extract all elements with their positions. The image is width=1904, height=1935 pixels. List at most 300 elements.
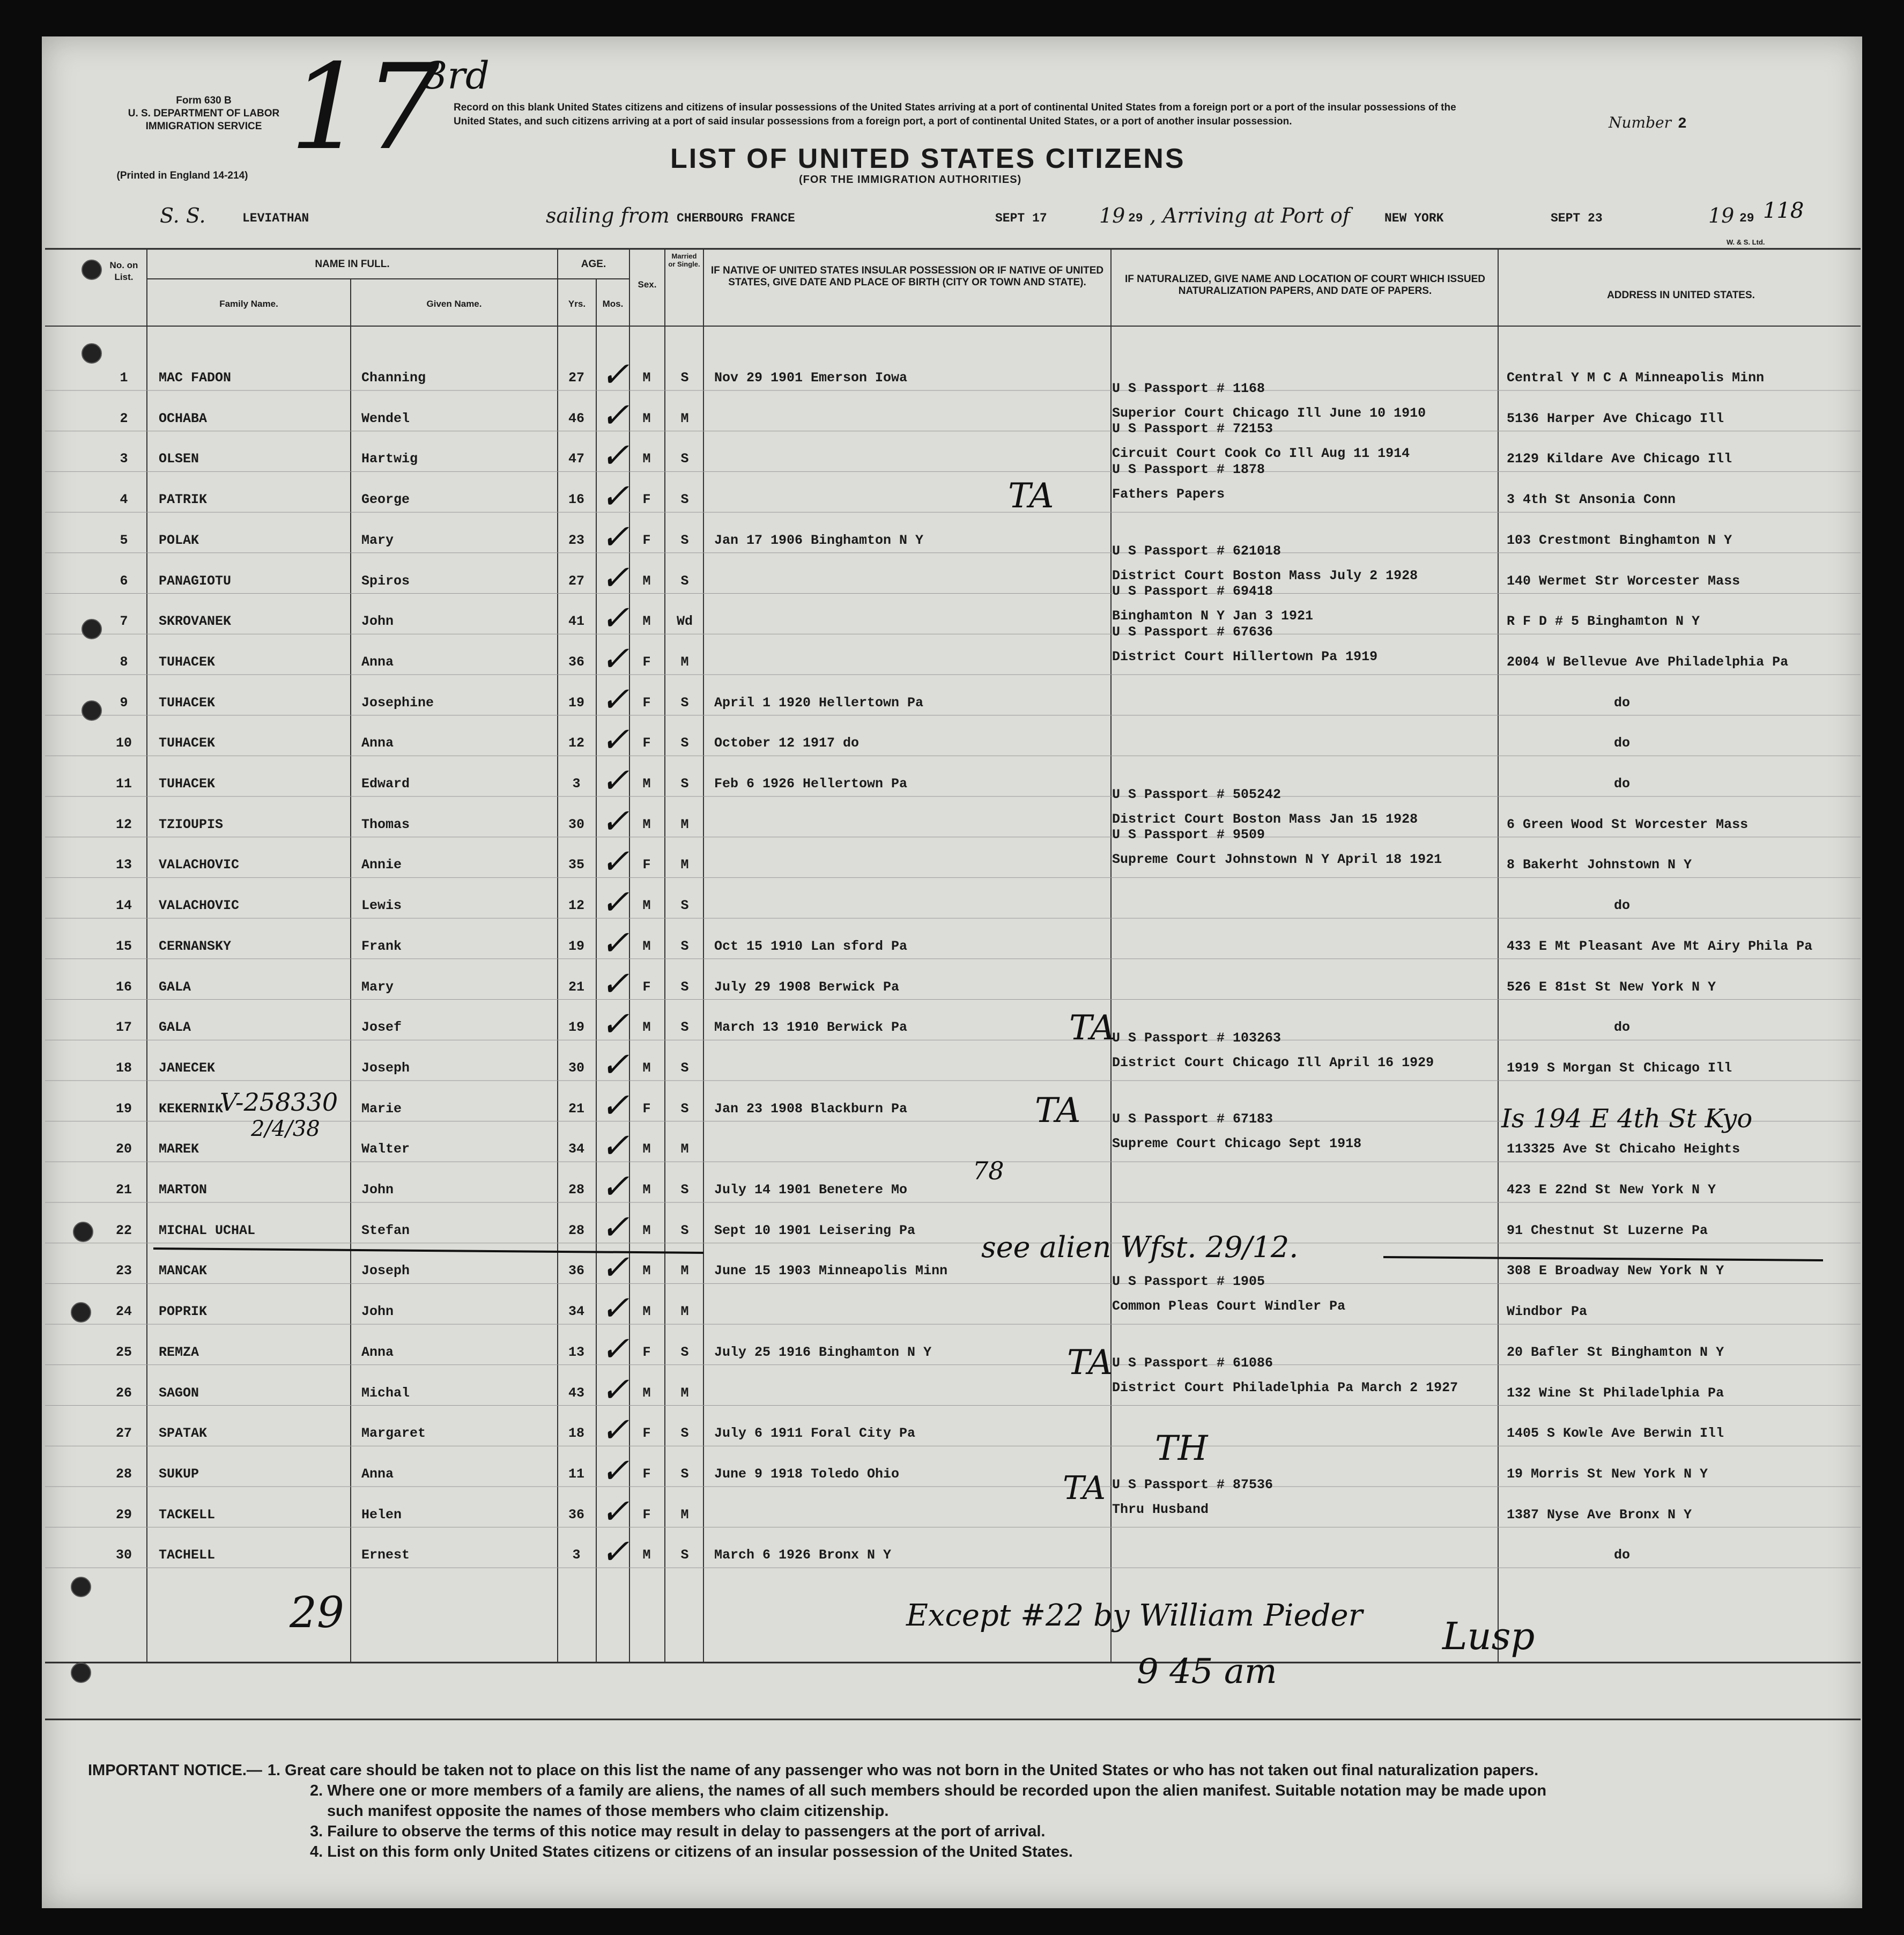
family-name: KEKERNIK [159,1101,224,1117]
col-header-naturalized: IF NATURALIZED, GIVE NAME AND LOCATION OF COURT WHICH ISSUED NATURALIZATION PAPERS, AND DATE OF PAPERS. [1124,274,1485,297]
given-name: Ernest [361,1547,410,1563]
ta-mark-row27: TH [1155,1429,1208,1468]
court-line: Fathers Papers [1112,486,1225,503]
ss-label: S. S. [160,204,206,227]
check-mark-icon: ✓ [601,1451,629,1491]
check-mark-icon: ✓ [601,355,629,395]
us-address: 140 Wermet Str Worcester Mass [1507,573,1740,589]
us-address: 3 4th St Ansonia Conn [1507,492,1676,508]
sex: F [642,654,651,670]
family-name: POLAK [159,532,199,548]
check-mark-icon: ✓ [601,599,629,639]
age-years: 36 [568,1506,584,1523]
age-years: 21 [568,979,584,995]
family-name: SKROVANEK [159,614,232,630]
court-line: District Court Boston Mass Jan 15 1928 [1112,811,1418,827]
family-name: OCHABA [159,410,208,426]
sex: M [642,816,651,832]
marital-status: M [680,1304,689,1320]
birth-date-place: October 12 1917 do [714,735,860,751]
sex: M [642,938,651,954]
sex: M [642,1060,651,1076]
passport-line: U S Passport # 1168 [1112,380,1265,396]
us-address: 6 Green Wood St Worcester Mass [1507,816,1749,832]
row-number: 18 [115,1060,132,1076]
age-years: 27 [568,573,584,589]
court-line: District Court Hillertown Pa 1919 [1112,648,1378,664]
family-name: OLSEN [159,451,199,467]
family-name: VALACHOVIC [159,857,240,873]
family-name: TUHACEK [159,735,216,751]
number-78: 78 [973,1156,1004,1185]
sex: M [642,776,651,792]
given-name: Michal [361,1385,410,1401]
marital-status: S [680,1344,689,1360]
age-years: 19 [568,695,584,711]
marital-status: S [680,532,689,548]
row-number: 4 [120,492,128,508]
row-number: 15 [115,938,132,954]
family-name: SPATAK [159,1426,208,1442]
family-name: TACKELL [159,1506,216,1523]
age-years: 47 [568,451,584,467]
row-number: 30 [115,1547,132,1563]
family-name: MARTON [159,1182,208,1198]
col-header-name: NAME IN FULL. [315,259,390,270]
given-name: Annie [361,857,402,873]
given-name: Lewis [361,898,402,914]
court-line: Circuit Court Cook Co Ill Aug 11 1914 [1112,446,1410,462]
notice-text-3: 3. Failure to observe the terms of this notice may result in delay to passengers at the port of arrival. [310,1823,1046,1840]
given-name: Joseph [361,1060,410,1076]
arriving-label: , Arriving at Port of [1150,204,1350,227]
marital-status: S [680,370,689,386]
arrival-year-prefix: 19 [1708,204,1735,227]
check-mark-icon: ✓ [601,558,629,598]
birth-date-place: Jan 23 1908 Blackburn Pa [714,1101,908,1117]
marital-status: S [680,776,689,792]
row-number: 3 [120,451,128,467]
us-address: 103 Crestmont Binghamton N Y [1507,532,1732,548]
family-name: MANCAK [159,1263,208,1279]
col-header-married: Married or Single. [668,252,700,268]
passport-line: U S Passport # 67636 [1112,624,1273,640]
family-name: TUHACEK [159,654,216,670]
given-name: Josephine [361,695,434,711]
check-mark-icon: ✓ [601,1532,629,1572]
us-address: 2004 W Bellevue Ave Philadelphia Pa [1507,654,1789,670]
us-address: 433 E Mt Pleasant Ave Mt Airy Phila Pa [1507,938,1813,954]
departure-port: CHERBOURG FRANCE [677,211,795,225]
departure-year: 29 [1128,211,1143,225]
given-name: Hartwig [361,451,418,467]
court-line: District Court Boston Mass July 2 1928 [1112,567,1418,584]
age-years: 27 [568,370,584,386]
col-header-number: No. on List. [109,260,138,282]
birth-date-place: March 6 1926 Bronx N Y [714,1547,892,1563]
given-name: John [361,1182,394,1198]
us-address: R F D # 5 Binghamton N Y [1507,614,1700,630]
birth-date-place: Jan 17 1906 Binghamton N Y [714,532,924,548]
us-address: 1919 S Morgan St Chicago Ill [1507,1060,1732,1076]
punch-hole [82,343,102,364]
given-name: Marie [361,1101,402,1117]
age-years: 34 [568,1141,584,1157]
sex: M [642,1222,651,1238]
marital-status: S [680,695,689,711]
punch-hole [71,1302,91,1323]
ship-name: LEVIATHAN [242,211,309,225]
check-mark-icon: ✓ [601,395,629,435]
sex: M [642,1385,651,1401]
age-years: 34 [568,1304,584,1320]
age-years: 30 [568,1060,584,1076]
printed-note: (Printed in England 14-214) [116,170,248,181]
punch-hole [82,260,102,280]
marital-status: S [680,573,689,589]
printer-mark: W. & S. Ltd. [1727,238,1765,246]
sex: M [642,1182,651,1198]
number-value: 2 [1677,116,1687,132]
marital-status: S [680,979,689,995]
passport-line: U S Passport # 61086 [1112,1355,1273,1371]
notice-text-2-cont: such manifest opposite the names of those members who claim citizenship. [327,1803,889,1820]
punch-hole [82,700,102,721]
age-years: 36 [568,654,584,670]
exception-note: Except #22 by William Pieder [906,1598,1363,1633]
family-name: SAGON [159,1385,199,1401]
row-number: 22 [115,1222,132,1238]
age-years: 12 [568,898,584,914]
us-address: 20 Bafler St Binghamton N Y [1507,1344,1724,1360]
us-address: 132 Wine St Philadelphia Pa [1507,1385,1724,1401]
row-number: 9 [120,695,128,711]
marital-status: S [680,1060,689,1076]
punch-hole [71,1577,91,1597]
marital-status: S [680,1547,689,1563]
check-mark-icon: ✓ [601,1126,629,1166]
birth-date-place: July 29 1908 Berwick Pa [714,979,900,995]
court-line: Binghamton N Y Jan 3 1921 [1112,608,1314,624]
notice-item-1 [88,1760,1847,1781]
sex: F [642,1426,651,1442]
sex: F [642,695,651,711]
given-name: Anna [361,1466,394,1482]
passport-line: U S Passport # 621018 [1112,543,1281,559]
us-address: 113325 Ave St Chicaho Heights [1507,1141,1740,1157]
form-number-line: Form 630 B [176,95,232,106]
row-number: 14 [115,898,132,914]
age-years: 21 [568,1101,584,1117]
check-mark-icon: ✓ [601,761,629,801]
birth-date-place: June 15 1903 Minneapolis Minn [714,1263,948,1279]
page-title: LIST OF UNITED STATES CITIZENS [670,143,1186,174]
birth-date-place: March 13 1910 Berwick Pa [714,1020,908,1036]
us-address: 8 Bakerht Johnstown N Y [1507,857,1692,873]
sex: M [642,410,651,426]
given-name: Helen [361,1506,402,1523]
important-notice [88,1760,1847,1862]
family-name: MAC FADON [159,370,232,386]
sex: F [642,1466,651,1482]
us-address: do [1614,1547,1631,1563]
court-line: Supreme Court Johnstown N Y April 18 1921 [1112,852,1442,868]
voyage-number: 118 [1763,198,1804,223]
age-years: 23 [568,532,584,548]
court-line: Supreme Court Chicago Sept 1918 [1112,1136,1362,1152]
check-mark-icon: ✓ [601,1207,629,1247]
us-address: 526 E 81st St New York N Y [1507,979,1716,995]
given-name: Mary [361,532,394,548]
age-years: 11 [568,1466,584,1482]
us-address: do [1614,1020,1631,1036]
family-name: GALA [159,1020,191,1036]
check-mark-icon: ✓ [601,477,629,517]
given-name: Anna [361,1344,394,1360]
given-name: Joseph [361,1263,410,1279]
age-years: 18 [568,1426,584,1442]
court-line: District Court Chicago Ill April 16 1929 [1112,1054,1434,1070]
age-years: 35 [568,857,584,873]
birth-date-place: July 25 1916 Binghamton N Y [714,1344,932,1360]
age-years: 28 [568,1182,584,1198]
ta-mark-row4: TA [1008,476,1054,516]
row-number: 19 [115,1101,132,1117]
sailing-from-label: sailing from [546,204,670,227]
row-number: 13 [115,857,132,873]
given-name: Thomas [361,816,410,832]
row-number: 23 [115,1263,132,1279]
col-header-age: AGE. [581,259,606,270]
row-number: 28 [115,1466,132,1482]
check-mark-icon: ✓ [601,639,629,679]
row-number: 11 [115,776,132,792]
birth-date-place: Feb 6 1926 Hellertown Pa [714,776,908,792]
age-years: 19 [568,938,584,954]
passport-line: U S Passport # 87536 [1112,1476,1273,1493]
marital-status: M [680,1141,689,1157]
department-line: U. S. DEPARTMENT OF LABOR [128,108,280,119]
sex: M [642,1304,651,1320]
family-name: SUKUP [159,1466,199,1482]
given-name: Walter [361,1141,410,1157]
row-number: 6 [120,573,128,589]
marital-status: M [680,857,689,873]
age-years: 46 [568,410,584,426]
sex: F [642,735,651,751]
row-number: 16 [115,979,132,995]
time-note: 9 45 am [1137,1652,1277,1692]
notice-text-4: 4. List on this form only United States citizens or citizens of an insular possession of the United States. [310,1843,1073,1860]
check-mark-icon: ✓ [601,883,629,923]
row19-reference-number: V-258330 [220,1088,338,1117]
check-mark-icon: ✓ [601,1410,629,1451]
passenger-count: 29 [290,1587,344,1637]
family-name: PATRIK [159,492,208,508]
age-years: 3 [572,776,581,792]
col-header-family: Family Name. [219,299,278,309]
sex: F [642,492,651,508]
passport-line: U S Passport # 9509 [1112,827,1265,843]
sex: M [642,1141,651,1157]
service-line: IMMIGRATION SERVICE [145,121,262,132]
age-years: 36 [568,1263,584,1279]
departure-year-prefix: 19 [1099,204,1125,227]
passport-line: U S Passport # 1878 [1112,462,1265,478]
birth-date-place: June 9 1918 Toledo Ohio [714,1466,900,1482]
marital-status: M [680,816,689,832]
check-mark-icon: ✓ [601,1329,629,1369]
row-number: 5 [120,532,128,548]
court-line: District Court Philadelphia Pa March 2 1927 [1112,1379,1458,1395]
marital-status: S [680,1101,689,1117]
check-mark-icon: ✓ [601,720,629,760]
check-mark-icon: ✓ [601,1491,629,1532]
row-number: 20 [115,1141,132,1157]
passport-line: U S Passport # 103263 [1112,1030,1281,1046]
sex: M [642,573,651,589]
given-name: Anna [361,654,394,670]
ta-mark-row17: TA [1069,1008,1115,1048]
col-header-mos: Mos. [602,299,624,309]
family-name: TUHACEK [159,695,216,711]
row19-reference-date: 2/4/38 [251,1117,320,1141]
sex: M [642,1020,651,1036]
marital-status: M [680,410,689,426]
birth-date-place: Nov 29 1901 Emerson Iowa [714,370,908,386]
row-number: 26 [115,1385,132,1401]
instruction-text: Record on this blank United States citizens and citizens of insular possessions of the United States arriving at a port of continental United States from a foreign port or a port of the insular possessions of the United States, and such citizens arriving at a port of said insular possessions from a foreign port, a port of continental United States, or a port of another insular possession. [454,102,1456,127]
age-years: 30 [568,816,584,832]
punch-hole [71,1663,91,1683]
marital-status: S [680,938,689,954]
check-mark-icon: ✓ [601,436,629,476]
court-line: Thru Husband [1112,1501,1209,1517]
row-number: 21 [115,1182,132,1198]
passport-line: U S Passport # 505242 [1112,786,1281,802]
check-mark-icon: ✓ [601,923,629,963]
col-header-native: IF NATIVE OF UNITED STATES INSULAR POSSESSION OR IF NATIVE OF UNITED STATES, GIVE DATE AND PLACE OF BIRTH (CITY OR TOWN AND STATE). [710,265,1104,288]
number-label: Number [1609,114,1671,131]
given-name: George [361,492,410,508]
family-name: MICHAL UCHAL [159,1222,256,1238]
row-number: 25 [115,1344,132,1360]
given-name: John [361,614,394,630]
age-years: 16 [568,492,584,508]
marital-status: S [680,1182,689,1198]
col-header-yrs: Yrs. [568,299,586,309]
row-number: 8 [120,654,128,670]
age-years: 28 [568,1222,584,1238]
check-mark-icon: ✓ [601,801,629,841]
check-mark-icon: ✓ [601,842,629,882]
check-mark-icon: ✓ [601,964,629,1004]
marital-status: S [680,451,689,467]
sex: F [642,857,651,873]
marital-status: S [680,898,689,914]
row-number: 7 [120,614,128,630]
birth-date-place: July 6 1911 Foral City Pa [714,1426,916,1442]
given-name: Stefan [361,1222,410,1238]
marital-status: S [680,492,689,508]
age-years: 19 [568,1020,584,1036]
given-name: Frank [361,938,402,954]
sex: F [642,1344,651,1360]
sex: F [642,979,651,995]
row-number: 1 [120,370,128,386]
row-number: 24 [115,1304,132,1320]
check-mark-icon: ✓ [601,1005,629,1045]
list-page-number: 17 [290,39,440,176]
row19-handwritten-address: Is 194 E 4th St Kyo [1501,1104,1753,1134]
sex: M [642,614,651,630]
row22-alien-note: see alien Wfst. 29/12. [981,1230,1299,1264]
us-address: do [1614,898,1631,914]
age-years: 41 [568,614,584,630]
us-address: Windbor Pa [1507,1304,1588,1320]
ta-mark-row19: TA [1035,1091,1081,1131]
sex: M [642,451,651,467]
family-name: MAREK [159,1141,199,1157]
family-name: CERNANSKY [159,938,232,954]
notice-text-2: 2. Where one or more members of a family are aliens, the names of all such members should be recorded upon the alien manifest. Suitable notation may be made upon [310,1782,1547,1799]
col-header-address: ADDRESS IN UNITED STATES. [1607,290,1755,301]
departure-date: SEPT 17 [995,211,1047,225]
age-years: 12 [568,735,584,751]
age-years: 43 [568,1385,584,1401]
age-years: 3 [572,1547,581,1563]
check-mark-icon: ✓ [601,1045,629,1085]
col-header-sex: Sex. [638,279,657,290]
us-address: do [1614,776,1631,792]
passport-line: U S Passport # 67183 [1112,1111,1273,1127]
us-address: Central Y M C A Minneapolis Minn [1507,370,1765,386]
us-address: do [1614,735,1631,751]
sex: M [642,898,651,914]
row-number: 27 [115,1426,132,1442]
family-name: TACHELL [159,1547,216,1563]
notice-text-1: 1. Great care should be taken not to place on this list the name of any passenger who was not born in the United States or who has not taken out final naturalization papers. [267,1762,1539,1779]
us-address: 423 E 22nd St New York N Y [1507,1182,1716,1198]
birth-date-place: July 14 1901 Benetere Mo [714,1182,908,1198]
us-address: 19 Morris St New York N Y [1507,1466,1708,1482]
marital-status: S [680,735,689,751]
row-number: 12 [115,816,132,832]
sex: M [642,1547,651,1563]
us-address: do [1614,695,1631,711]
row-number: 29 [115,1506,132,1523]
given-name: Mary [361,979,394,995]
given-name: Wendel [361,410,410,426]
page-subtitle: (FOR THE IMMIGRATION AUTHORITIES) [799,174,1022,186]
check-mark-icon: ✓ [601,1289,629,1329]
family-name: REMZA [159,1344,199,1360]
check-mark-icon: ✓ [601,1085,629,1126]
ta-mark-row28: TA [1063,1469,1106,1507]
punch-hole [82,619,102,639]
check-mark-icon: ✓ [601,1248,629,1288]
family-name: GALA [159,979,191,995]
sex: M [642,370,651,386]
col-header-given: Given Name. [426,299,482,309]
passport-line: U S Passport # 69418 [1112,584,1273,600]
check-mark-icon: ✓ [601,1370,629,1410]
sex: F [642,1506,651,1523]
marital-status: S [680,1020,689,1036]
us-address: 2129 Kildare Ave Chicago Ill [1507,451,1732,467]
inspector-initials: Lusp [1442,1614,1535,1658]
arrival-year: 29 [1739,211,1754,225]
